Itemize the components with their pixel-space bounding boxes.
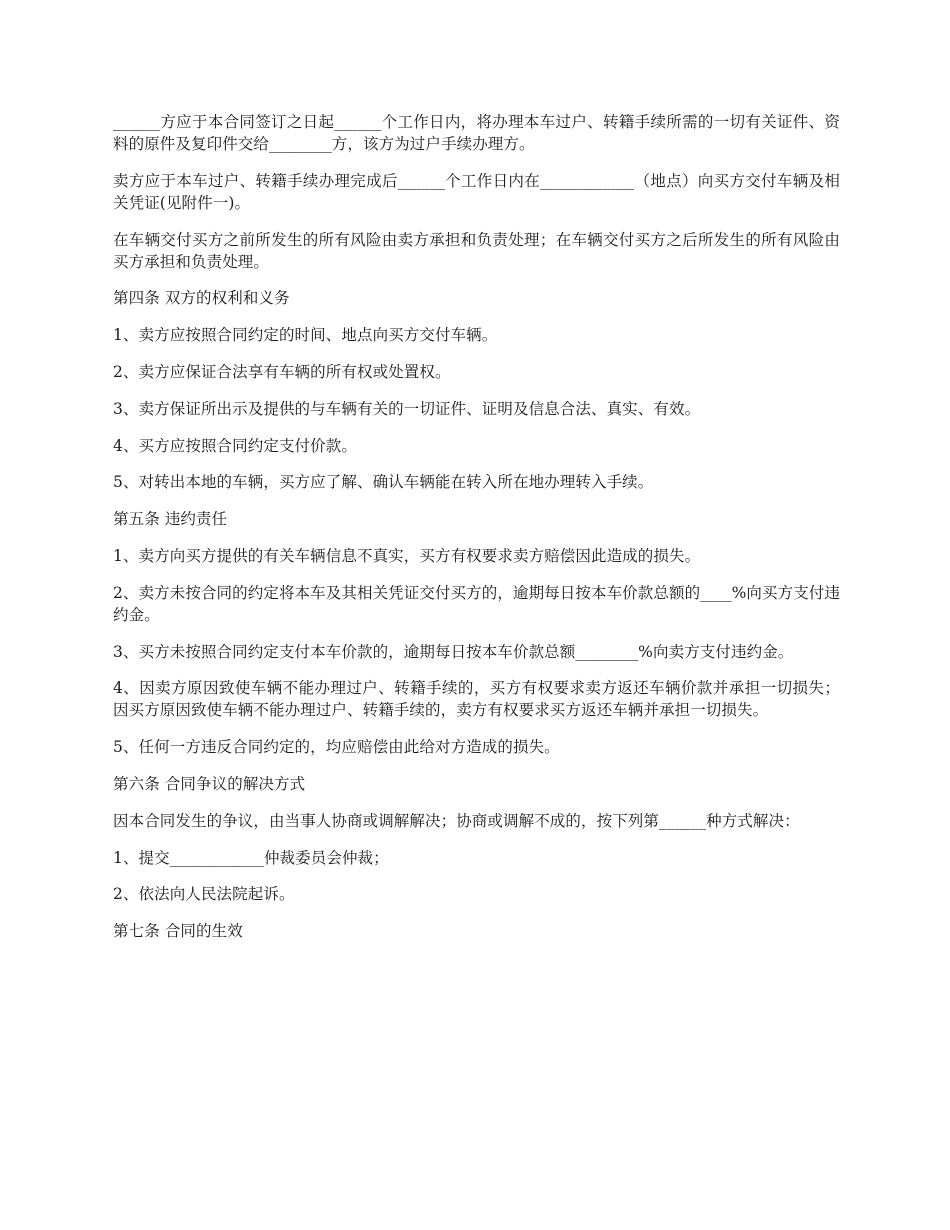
clause-dispute-resolution: 因本合同发生的争议，由当事人协商或调解解决；协商或调解不成的，按下列第______种方式解决：: [113, 811, 800, 830]
list-item: 2、卖方未按合同的约定将本车及其相关凭证交付买方的，逾期每日按本车价款总额的____%向买方支付违约金。: [113, 583, 840, 624]
clause-risk-transfer: 在车辆交付买方之前所发生的所有风险由卖方承担和负责处理；在车辆交付买方之后所发生的所有风险由买方承担和负责处理。: [113, 230, 840, 271]
list-item: 1、卖方应按照合同约定的时间、地点向买方交付车辆。: [113, 326, 498, 345]
list-item: 2、卖方应保证合法享有车辆的所有权或处置权。: [113, 362, 451, 381]
list-item: 3、买方未按照合同约定支付本车价款的，逾期每日按本车价款总额________%向卖方支付违约金。: [113, 642, 794, 661]
list-item: 4、因卖方原因致使车辆不能办理过户、转籍手续的，买方有权要求卖方返还车辆价款并承担一切损失；因买方原因致使车辆不能办理过户、转籍手续的，卖方有权要求买方返还车辆并承担一切损失。: [113, 679, 840, 720]
list-item: 5、对转出本地的车辆，买方应了解、确认车辆能在转入所在地办理转入手续。: [113, 473, 654, 492]
list-item: 4、买方应按照合同约定支付价款。: [113, 436, 357, 455]
section-heading-article-7: 第七条 合同的生效: [113, 922, 243, 941]
list-item: 1、提交____________仲裁委员会仲裁；: [113, 848, 389, 867]
document-body: [113, 111, 840, 957]
section-heading-article-5: 第五条 违约责任: [113, 510, 228, 529]
list-item: 1、卖方向买方提供的有关车辆信息不真实，买方有权要求卖方赔偿因此造成的损失。: [113, 546, 701, 565]
clause-vehicle-delivery: 卖方应于本车过户、转籍手续办理完成后______个工作日内在____________（地点）向买方交付车辆及相关凭证(见附件一)。: [113, 171, 840, 212]
list-item: 2、依法向人民法院起诉。: [113, 885, 295, 904]
clause-transfer-documents: ______方应于本合同签订之日起______个工作日内，将办理本车过户、转籍手续所需的一切有关证件、资料的原件及复印件交给________方，该方为过户手续办理方。: [113, 113, 840, 153]
section-heading-article-6: 第六条 合同争议的解决方式: [113, 774, 306, 793]
section-heading-article-4: 第四条 双方的权利和义务: [113, 289, 290, 308]
list-item: 5、任何一方违反合同约定的，均应赔偿由此给对方造成的损失。: [113, 738, 560, 757]
list-item: 3、卖方保证所出示及提供的与车辆有关的一切证件、证明及信息合法、真实、有效。: [113, 399, 701, 418]
